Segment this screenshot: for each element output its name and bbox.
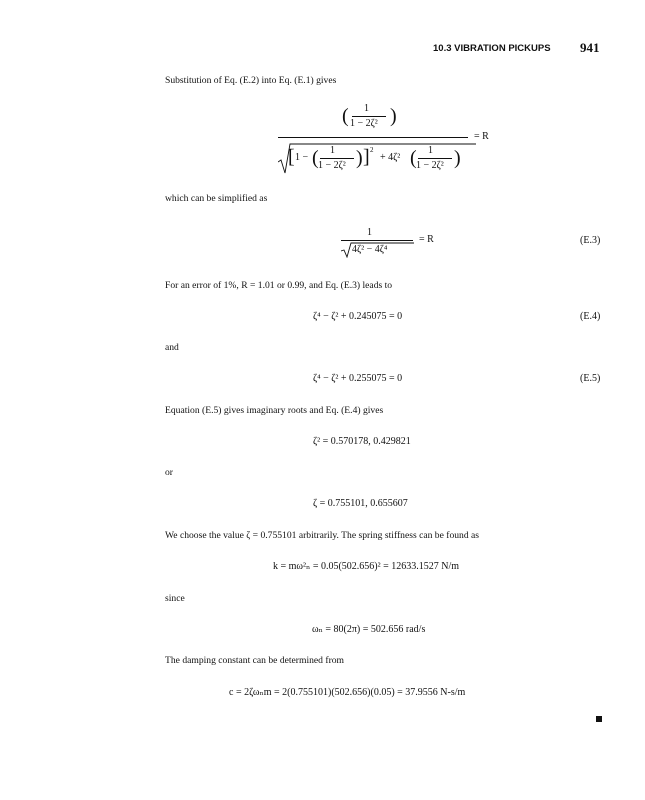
denominator-one-second: 1 — [428, 145, 433, 156]
second-paren-left: ( — [410, 147, 417, 169]
denominator-one: 1 — [330, 145, 335, 156]
equation-main — [270, 100, 500, 185]
denominator-inner-second: 1 − 2ζ² — [416, 160, 444, 171]
paragraph-simplified: which can be simplified as — [165, 193, 268, 204]
paren-left: ( — [342, 105, 349, 127]
numerator-fraction-bar — [352, 116, 386, 117]
equation-e5: ζ⁴ − ζ² + 0.255075 = 0 — [313, 373, 403, 384]
equation-damping-constant: c = 2ζωₙm = 2(0.755101)(502.656)(0.05) = 37.9556 N-s/m — [229, 687, 466, 698]
equation-label-e4: (E.4) — [580, 311, 601, 322]
inner-paren-left: ( — [312, 147, 319, 169]
paragraph-since: since — [165, 593, 185, 604]
equation-zeta: ζ = 0.755101, 0.655607 — [313, 498, 408, 509]
e3-denominator: 4ζ² − 4ζ⁴ — [352, 244, 388, 255]
e3-rhs: = R — [419, 234, 434, 245]
second-fraction-bar — [418, 158, 452, 159]
paragraph-damping: The damping constant can be determined from — [165, 655, 345, 666]
equation-zeta-squared: ζ² = 0.570178, 0.429821 — [313, 436, 411, 447]
paren-right: ) — [390, 105, 397, 127]
bracket-exponent: 2 — [370, 146, 374, 154]
paragraph-error: For an error of 1%, R = 1.01 or 0.99, and Eq. (E.3) leads to — [165, 280, 393, 291]
running-header-section: 10.3 VIBRATION PICKUPS — [433, 43, 551, 54]
end-of-example-square-icon — [596, 716, 602, 722]
main-rhs: = R — [474, 131, 489, 142]
bracket-right: ] — [363, 146, 370, 168]
inner-fraction-bar — [320, 158, 354, 159]
bracket-left: [ — [288, 146, 295, 168]
page-number: 941 — [580, 40, 600, 55]
plus-four-zeta: + 4ζ² — [380, 152, 401, 163]
equation-natural-frequency: ωₙ = 80(2π) = 502.656 rad/s — [312, 624, 426, 635]
paragraph-or: or — [165, 467, 173, 478]
equation-label-e5: (E.5) — [580, 373, 601, 384]
paragraph-choose-value: We choose the value ζ = 0.755101 arbitrarily. The spring stiffness can be found as — [165, 530, 480, 541]
equation-label-e3: (E.3) — [580, 235, 601, 246]
second-paren-right: ) — [454, 147, 461, 169]
paragraph-substitution: Substitution of Eq. (E.2) into Eq. (E.1) gives — [165, 75, 337, 86]
e3-numerator: 1 — [367, 227, 372, 238]
equation-e4: ζ⁴ − ζ² + 0.245075 = 0 — [313, 311, 403, 322]
paragraph-and: and — [165, 342, 179, 353]
inner-paren-right: ) — [356, 147, 363, 169]
bracket-one-minus: 1 − — [295, 152, 309, 163]
main-fraction-bar — [278, 137, 468, 138]
numerator-inner-denominator: 1 − 2ζ² — [350, 118, 378, 129]
denominator-inner: 1 − 2ζ² — [318, 160, 346, 171]
equation-stiffness: k = mω²ₙ = 0.05(502.656)² = 12633.1527 N/m — [273, 561, 460, 572]
paragraph-imaginary-roots: Equation (E.5) gives imaginary roots and Eq. (E.4) gives — [165, 405, 384, 416]
numerator-one: 1 — [364, 103, 369, 114]
equation-e3 — [335, 225, 445, 261]
